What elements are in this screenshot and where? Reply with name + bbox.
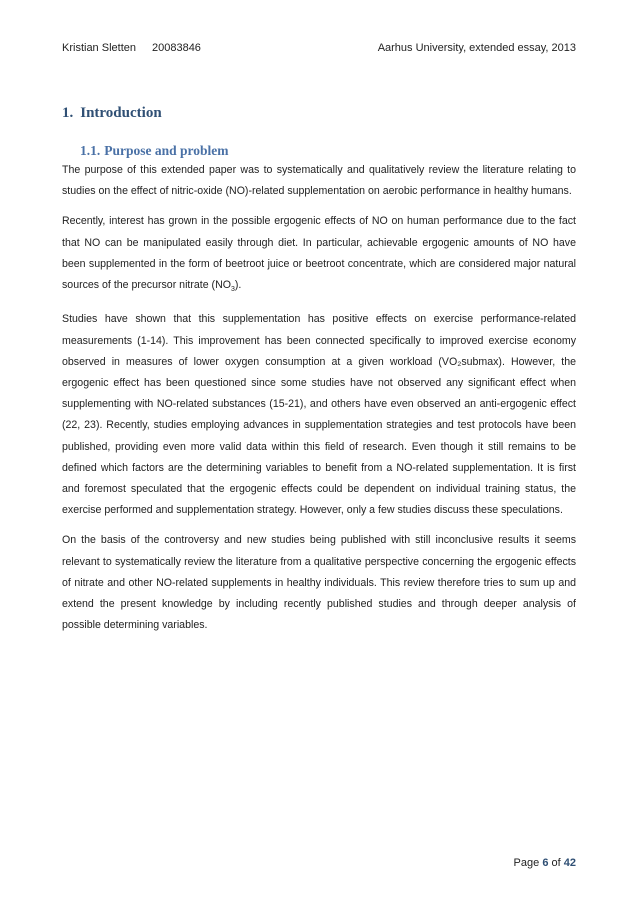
- footer-page-label: Page: [513, 857, 540, 869]
- body-text: [62, 160, 576, 645]
- header-student-id: 20083846: [151, 42, 201, 54]
- paragraph-purpose: The purpose of this extended paper was to systematically and qualitatively review the literature relating to studies on the effect of nitric-oxide (NO)-related supplementation on aerobic performance in healthy humans.: [62, 164, 576, 198]
- footer-total-pages: 42: [563, 857, 576, 869]
- section-title: Introduction: [80, 105, 162, 121]
- subsection-heading: [80, 142, 229, 160]
- paragraph-interest-end: ).: [234, 279, 242, 292]
- paragraph-basis: On the basis of the controversy and new studies being published with still inconclusive results it seems relevant to systematically review the literature from a qualitative perspective concerning the ergogenic effects of nitrate and other NO-related supplements in healthy individuals. This review therefore tries to sum up and extend the present knowledge by including recently published studies and through deeper analysis of possible determining variables.: [62, 534, 576, 632]
- header-institution: Aarhus University, extended essay, 2013: [377, 42, 576, 54]
- page-footer: [514, 855, 576, 871]
- nitrate-subscript: 3: [230, 286, 235, 294]
- section-number: 1.: [62, 105, 74, 121]
- header-left: [62, 40, 201, 56]
- paragraph-interest-text: Recently, interest has grown in the possible ergogenic effects of NO on human performance due to the fact that NO can be manipulated easily through diet. In particular, achievable ergogenic amounts of NO have been supplemented in the form of beetroot juice or beetroot concentrate, which are considered major natural sources of the precursor nitrate (NO: [62, 215, 576, 292]
- page-header: [62, 40, 576, 56]
- paragraph-interest: [62, 211, 576, 300]
- footer-of-label: of: [551, 857, 561, 869]
- footer-page-number: 6: [542, 857, 549, 869]
- subsection-title: Purpose and problem: [104, 143, 229, 158]
- header-author: Kristian Sletten: [62, 42, 136, 54]
- paragraph-studies: Studies have shown that this supplementation has positive effects on exercise performance-related measurements (1-14). This improvement has been connected specifically to improved exercise economy observed in measures of lower oxygen consumption at a given workload (VO₂submax). However, the ergogenic effect has been questioned since some studies have not observed any significant effect when supplementing with NO-related substances (15-21), and others have even observed an anti-ergogenic effect (22, 23). Recently, studies employing advances in supplementation strategies and test protocols have been published, providing even more valid data within this field of research. Even though it still remains to be defined which factors are the determining variables to benefit from a NO-related supplementation. It is first and foremost speculated that the ergogenic effects could be dependent on individual training status, the exercise performed and supplementation strategy. However, only a few studies discuss these speculations.: [62, 313, 576, 517]
- subsection-number: 1.1.: [80, 143, 101, 158]
- section-heading: [62, 103, 162, 123]
